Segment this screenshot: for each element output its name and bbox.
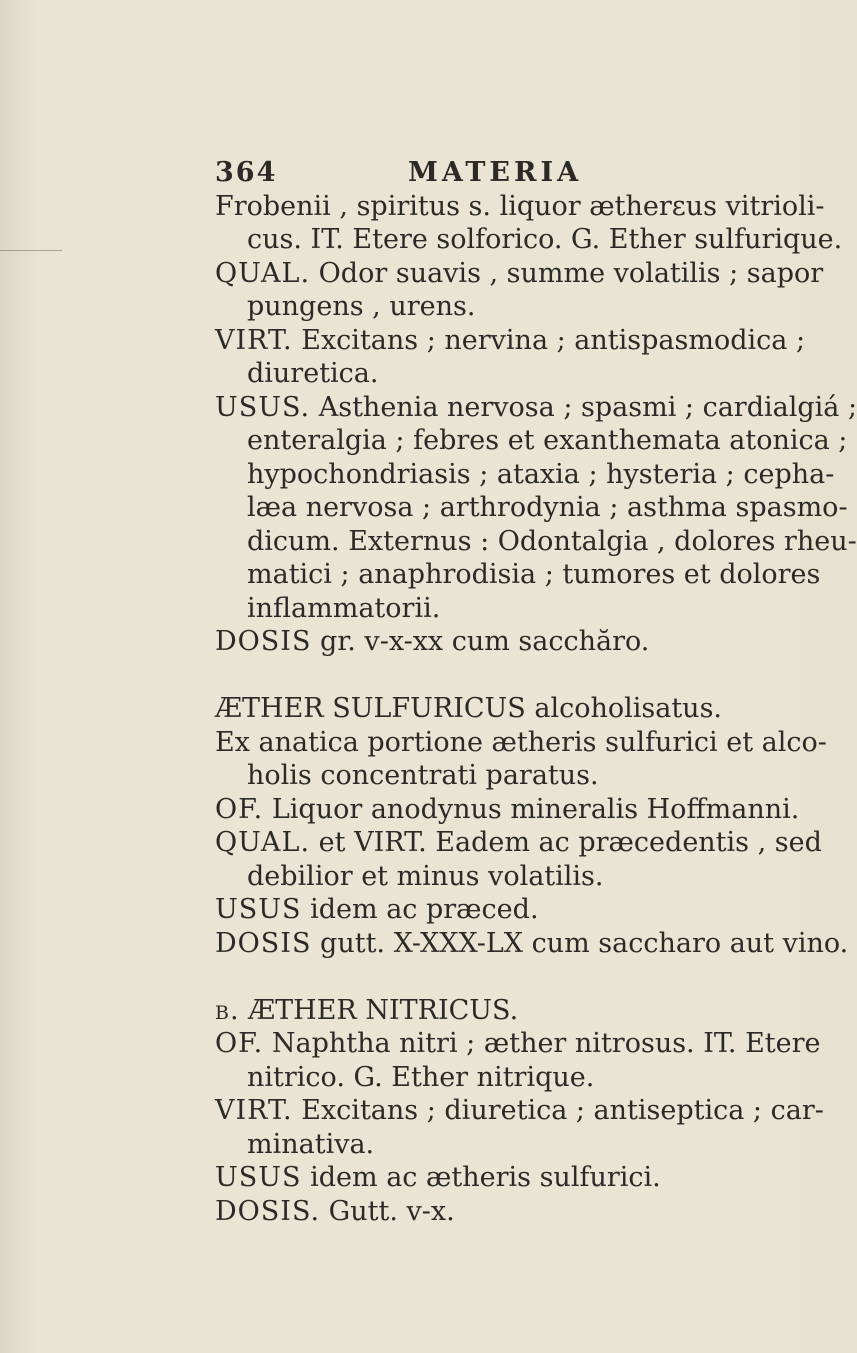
text-line <box>215 257 824 291</box>
text-line <box>215 927 849 961</box>
text-line <box>215 1061 800 1095</box>
text-line <box>215 860 800 894</box>
text-line <box>215 726 827 760</box>
line-text: diuretica. <box>247 358 379 389</box>
text-line <box>215 424 848 458</box>
margin-mark <box>0 250 62 321</box>
entry-label: QUAL. <box>215 827 311 858</box>
line-text: Gutt. v-x. <box>328 1195 455 1227</box>
line-text: dicum. Externus : Odontalgia , dolores rheu- <box>247 525 857 557</box>
text-line <box>215 1161 800 1195</box>
text-line <box>215 692 800 726</box>
text-line <box>215 1027 821 1061</box>
line-text: matici ; anaphrodisia ; tumores et dolores <box>247 559 821 590</box>
entry-label: b. <box>215 994 240 1026</box>
text-line <box>215 1094 824 1128</box>
line-text: Frobenii , spiritus s. liquor ætherεus vitrioli- <box>215 190 825 222</box>
text-line <box>215 893 800 927</box>
blank-line <box>215 659 800 693</box>
line-text: Excitans ; diuretica ; antiseptica ; car- <box>301 1095 824 1126</box>
line-text: Liquor anodynus mineralis Hoffmanni. <box>271 793 800 825</box>
line-text: debilior et minus volatilis. <box>247 860 604 892</box>
line-text: læa nervosa ; arthrodynia ; asthma spasmo- <box>247 492 848 523</box>
line-text: Odor suavis , summe volatilis ; sapor <box>318 257 824 289</box>
text-line <box>215 324 806 358</box>
text-line <box>215 491 848 525</box>
line-text: Asthenia nervosa ; spasmi ; cardialgiá ; <box>318 391 857 423</box>
text-line <box>215 1195 800 1229</box>
body-lines <box>215 190 857 1229</box>
line-text: enteralgia ; febres et exanthemata atonica ; <box>247 425 848 456</box>
text-line <box>215 290 800 324</box>
page-header <box>215 156 800 190</box>
line-text: cus. IT. Etere solforico. G. Ether sulfurique. <box>247 224 843 255</box>
entry-label: USUS. <box>215 391 311 423</box>
entry-label: DOSIS. <box>215 1195 321 1227</box>
text-line <box>215 826 822 860</box>
line-text: ÆTHER SULFURICUS alcoholisatus. <box>215 693 723 724</box>
line-text: ÆTHER NITRICUS. <box>248 994 519 1026</box>
text-line <box>215 625 800 659</box>
page-text <box>215 156 857 1228</box>
line-text: holis concentrati paratus. <box>247 760 599 791</box>
text-line <box>215 592 800 626</box>
line-text: pungens , urens. <box>247 291 476 322</box>
entry-label: QUAL. <box>215 257 311 289</box>
entry-label: USUS <box>215 894 302 925</box>
line-text: gr. v-x-xx cum sacchăro. <box>320 626 650 657</box>
text-line <box>215 994 800 1028</box>
entry-label: VIRT. <box>215 1095 293 1126</box>
text-line <box>215 1128 800 1162</box>
blank-line <box>215 960 800 994</box>
text-line <box>215 391 857 425</box>
entry-label: USUS <box>215 1162 302 1193</box>
entry-label: DOSIS <box>215 626 312 657</box>
line-text: Naphtha nitri ; æther nitrosus. IT. Etere <box>271 1028 821 1059</box>
text-line <box>215 223 843 257</box>
line-text: hypochondriasis ; ataxia ; hysteria ; cepha- <box>247 458 835 490</box>
text-line <box>215 357 800 391</box>
line-text: idem ac ætheris sulfurici. <box>310 1162 661 1193</box>
running-head: MATERIA <box>407 157 583 188</box>
text-line <box>215 558 821 592</box>
entry-label: OF. <box>215 793 264 825</box>
line-text: et VIRT. Eadem ac præcedentis , sed <box>318 827 822 858</box>
text-line <box>215 458 835 492</box>
text-line <box>215 525 857 559</box>
entry-label: VIRT. <box>215 324 293 356</box>
line-text: Ex anatica portione ætheris sulfurici et alco- <box>215 726 827 758</box>
text-line <box>215 190 825 224</box>
line-text: gutt. X-XXX-LX cum saccharo aut vino. <box>320 927 849 959</box>
entry-label: OF. <box>215 1028 264 1059</box>
entry-label: DOSIS <box>215 927 312 959</box>
line-text: inflammatorii. <box>247 592 441 624</box>
page-number: 364 <box>215 157 278 188</box>
line-text: minativa. <box>247 1128 375 1160</box>
line-text: Excitans ; nervina ; antispasmodica ; <box>301 324 806 356</box>
text-line <box>215 793 800 827</box>
line-text: nitrico. G. Ether nitrique. <box>247 1061 595 1093</box>
text-line <box>215 759 800 793</box>
line-text: idem ac præced. <box>310 894 539 925</box>
